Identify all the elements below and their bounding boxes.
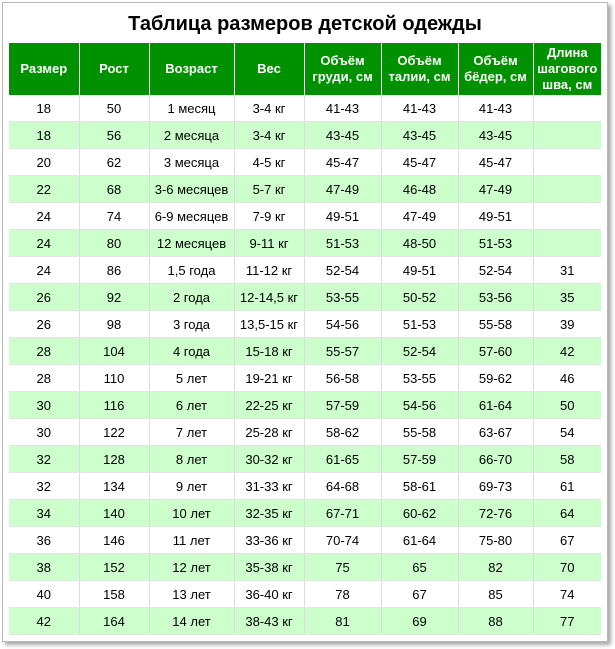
table-cell: 46-48 <box>381 176 458 203</box>
column-header <box>79 43 149 95</box>
table-cell: 85 <box>458 581 533 608</box>
table-cell: 74 <box>533 581 601 608</box>
table-row <box>9 203 601 230</box>
table-cell: 104 <box>79 338 149 365</box>
table-cell: 25-28 кг <box>234 419 304 446</box>
table-cell: 42 <box>533 338 601 365</box>
table-cell: 62 <box>79 149 149 176</box>
column-header-text: Размер <box>20 61 68 76</box>
header-row <box>9 43 601 95</box>
table-cell: 47-49 <box>458 176 533 203</box>
table-cell: 92 <box>79 284 149 311</box>
table-cell: 5-7 кг <box>234 176 304 203</box>
table-cell: 9 лет <box>149 473 234 500</box>
table-row <box>9 176 601 203</box>
table-cell: 67 <box>533 527 601 554</box>
table-cell: 26 <box>9 284 79 311</box>
table-cell <box>533 230 601 257</box>
column-header-text: Возраст <box>165 61 218 76</box>
table-cell: 11 лет <box>149 527 234 554</box>
table-cell: 30-32 кг <box>234 446 304 473</box>
table-cell: 58 <box>533 446 601 473</box>
table-cell: 69 <box>381 608 458 635</box>
table-cell: 164 <box>79 608 149 635</box>
table-cell: 60-62 <box>381 500 458 527</box>
table-cell: 75-80 <box>458 527 533 554</box>
table-cell: 56 <box>79 122 149 149</box>
table-row <box>9 230 601 257</box>
table-cell: 28 <box>9 365 79 392</box>
table-cell: 54-56 <box>304 311 381 338</box>
table-cell: 4-5 кг <box>234 149 304 176</box>
table-cell: 3-6 месяцев <box>149 176 234 203</box>
table-row <box>9 581 601 608</box>
table-row <box>9 149 601 176</box>
table-cell: 43-45 <box>304 122 381 149</box>
table-row <box>9 365 601 392</box>
table-cell: 3 месяца <box>149 149 234 176</box>
page-title: Таблица размеров детской одежды <box>128 13 482 35</box>
table-cell: 86 <box>79 257 149 284</box>
table-cell: 24 <box>9 257 79 284</box>
table-cell: 55-58 <box>381 419 458 446</box>
table-cell: 19-21 кг <box>234 365 304 392</box>
table-cell: 47-49 <box>381 203 458 230</box>
table-cell: 22-25 кг <box>234 392 304 419</box>
column-header <box>9 43 79 95</box>
table-cell: 53-55 <box>381 365 458 392</box>
table-cell: 98 <box>79 311 149 338</box>
table-cell: 9-11 кг <box>234 230 304 257</box>
table-cell: 49-51 <box>458 203 533 230</box>
table-cell: 69-73 <box>458 473 533 500</box>
table-cell: 39 <box>533 311 601 338</box>
size-chart-frame <box>2 2 608 642</box>
table-cell <box>533 122 601 149</box>
table-cell: 33-36 кг <box>234 527 304 554</box>
table-cell <box>533 95 601 122</box>
column-header-text: бёдер, см <box>464 69 527 84</box>
table-cell: 45-47 <box>381 149 458 176</box>
table-row <box>9 608 601 635</box>
table-row <box>9 257 601 284</box>
table-cell: 42 <box>9 608 79 635</box>
table-cell: 53-55 <box>304 284 381 311</box>
column-header-text: Вес <box>257 61 281 76</box>
table-cell: 8 лет <box>149 446 234 473</box>
table-cell: 82 <box>458 554 533 581</box>
table-row <box>9 473 601 500</box>
table-cell: 78 <box>304 581 381 608</box>
table-cell: 110 <box>79 365 149 392</box>
table-cell: 24 <box>9 230 79 257</box>
table-cell: 74 <box>79 203 149 230</box>
column-header <box>458 43 533 95</box>
table-cell: 26 <box>9 311 79 338</box>
table-cell: 40 <box>9 581 79 608</box>
table-cell: 36 <box>9 527 79 554</box>
table-cell: 63-67 <box>458 419 533 446</box>
table-cell: 13 лет <box>149 581 234 608</box>
table-cell: 53-56 <box>458 284 533 311</box>
table-cell: 88 <box>458 608 533 635</box>
table-cell: 32 <box>9 473 79 500</box>
table-cell: 61-65 <box>304 446 381 473</box>
column-header <box>304 43 381 95</box>
table-cell: 13,5-15 кг <box>234 311 304 338</box>
table-cell: 57-59 <box>304 392 381 419</box>
table-cell: 49-51 <box>381 257 458 284</box>
table-cell: 66-70 <box>458 446 533 473</box>
table-cell: 59-62 <box>458 365 533 392</box>
table-cell: 52-54 <box>304 257 381 284</box>
column-header-text: талии, см <box>388 69 451 84</box>
table-cell: 81 <box>304 608 381 635</box>
table-cell: 30 <box>9 419 79 446</box>
table-cell: 50 <box>533 392 601 419</box>
table-cell: 48-50 <box>381 230 458 257</box>
table-row <box>9 284 601 311</box>
table-cell: 80 <box>79 230 149 257</box>
table-cell: 52-54 <box>458 257 533 284</box>
table-cell: 3 года <box>149 311 234 338</box>
table-cell: 20 <box>9 149 79 176</box>
table-cell: 30 <box>9 392 79 419</box>
table-cell: 70 <box>533 554 601 581</box>
table-cell: 4 года <box>149 338 234 365</box>
table-cell: 11-12 кг <box>234 257 304 284</box>
table-cell: 49-51 <box>304 203 381 230</box>
table-cell: 51-53 <box>381 311 458 338</box>
table-cell: 57-60 <box>458 338 533 365</box>
table-cell: 32-35 кг <box>234 500 304 527</box>
column-header-text: груди, см <box>312 69 373 84</box>
table-cell: 75 <box>304 554 381 581</box>
table-cell: 51-53 <box>304 230 381 257</box>
table-row <box>9 95 601 122</box>
table-row <box>9 446 601 473</box>
table-row <box>9 527 601 554</box>
table-cell: 65 <box>381 554 458 581</box>
table-cell: 12 лет <box>149 554 234 581</box>
table-cell: 3-4 кг <box>234 122 304 149</box>
table-cell: 152 <box>79 554 149 581</box>
table-row <box>9 554 601 581</box>
table-cell: 6-9 месяцев <box>149 203 234 230</box>
table-cell: 7-9 кг <box>234 203 304 230</box>
table-cell: 116 <box>79 392 149 419</box>
table-row <box>9 122 601 149</box>
table-cell: 3-4 кг <box>234 95 304 122</box>
table-cell: 55-58 <box>458 311 533 338</box>
table-cell: 1,5 года <box>149 257 234 284</box>
table-row <box>9 338 601 365</box>
table-cell <box>533 203 601 230</box>
table-cell: 15-18 кг <box>234 338 304 365</box>
table-row <box>9 500 601 527</box>
table-cell: 35 <box>533 284 601 311</box>
table-cell: 68 <box>79 176 149 203</box>
table-cell: 7 лет <box>149 419 234 446</box>
table-cell: 43-45 <box>381 122 458 149</box>
table-cell: 67 <box>381 581 458 608</box>
column-header <box>533 43 601 95</box>
column-header-text: шва, см <box>542 77 593 92</box>
table-cell: 31 <box>533 257 601 284</box>
table-cell: 61-64 <box>458 392 533 419</box>
table-cell: 38-43 кг <box>234 608 304 635</box>
table-cell: 34 <box>9 500 79 527</box>
table-cell: 41-43 <box>304 95 381 122</box>
table-cell: 45-47 <box>304 149 381 176</box>
table-cell: 61-64 <box>381 527 458 554</box>
table-cell: 41-43 <box>381 95 458 122</box>
table-cell <box>533 176 601 203</box>
table-cell: 51-53 <box>458 230 533 257</box>
table-cell: 38 <box>9 554 79 581</box>
table-cell: 57-59 <box>381 446 458 473</box>
table-cell: 61 <box>533 473 601 500</box>
table-cell: 56-58 <box>304 365 381 392</box>
table-header <box>9 43 601 95</box>
table-cell: 35-38 кг <box>234 554 304 581</box>
table-cell: 58-62 <box>304 419 381 446</box>
table-cell: 14 лет <box>149 608 234 635</box>
table-cell: 18 <box>9 122 79 149</box>
column-header-text: Объём <box>473 53 518 68</box>
table-cell: 122 <box>79 419 149 446</box>
table-cell: 70-74 <box>304 527 381 554</box>
table-cell <box>533 149 601 176</box>
column-header-text: Длина <box>546 45 588 60</box>
table-cell: 5 лет <box>149 365 234 392</box>
table-cell: 58-61 <box>381 473 458 500</box>
column-header-text: Объём <box>320 53 365 68</box>
column-header-text: Рост <box>99 61 129 76</box>
table-cell: 28 <box>9 338 79 365</box>
table-cell: 54-56 <box>381 392 458 419</box>
table-cell: 31-33 кг <box>234 473 304 500</box>
size-table <box>9 43 601 635</box>
column-header-text: шагового <box>537 61 598 76</box>
table-cell: 22 <box>9 176 79 203</box>
table-row <box>9 311 601 338</box>
table-cell: 55-57 <box>304 338 381 365</box>
table-cell: 45-47 <box>458 149 533 176</box>
table-cell: 12-14,5 кг <box>234 284 304 311</box>
table-cell: 54 <box>533 419 601 446</box>
table-cell: 12 месяцев <box>149 230 234 257</box>
column-header <box>234 43 304 95</box>
table-cell: 36-40 кг <box>234 581 304 608</box>
table-cell: 158 <box>79 581 149 608</box>
table-cell: 46 <box>533 365 601 392</box>
table-cell: 72-76 <box>458 500 533 527</box>
table-cell: 134 <box>79 473 149 500</box>
table-cell: 43-45 <box>458 122 533 149</box>
table-cell: 146 <box>79 527 149 554</box>
table-cell: 6 лет <box>149 392 234 419</box>
table-cell: 64-68 <box>304 473 381 500</box>
table-cell: 2 года <box>149 284 234 311</box>
column-header <box>149 43 234 95</box>
column-header-text: Объём <box>397 53 442 68</box>
table-cell: 32 <box>9 446 79 473</box>
table-cell: 50-52 <box>381 284 458 311</box>
table-body <box>9 95 601 635</box>
table-cell: 24 <box>9 203 79 230</box>
table-cell: 64 <box>533 500 601 527</box>
table-cell: 67-71 <box>304 500 381 527</box>
table-cell: 10 лет <box>149 500 234 527</box>
table-cell: 1 месяц <box>149 95 234 122</box>
table-cell: 128 <box>79 446 149 473</box>
table-row <box>9 392 601 419</box>
table-cell: 2 месяца <box>149 122 234 149</box>
table-cell: 140 <box>79 500 149 527</box>
column-header <box>381 43 458 95</box>
table-row <box>9 419 601 446</box>
table-cell: 52-54 <box>381 338 458 365</box>
table-cell: 18 <box>9 95 79 122</box>
table-cell: 47-49 <box>304 176 381 203</box>
table-cell: 41-43 <box>458 95 533 122</box>
table-cell: 50 <box>79 95 149 122</box>
table-cell: 77 <box>533 608 601 635</box>
